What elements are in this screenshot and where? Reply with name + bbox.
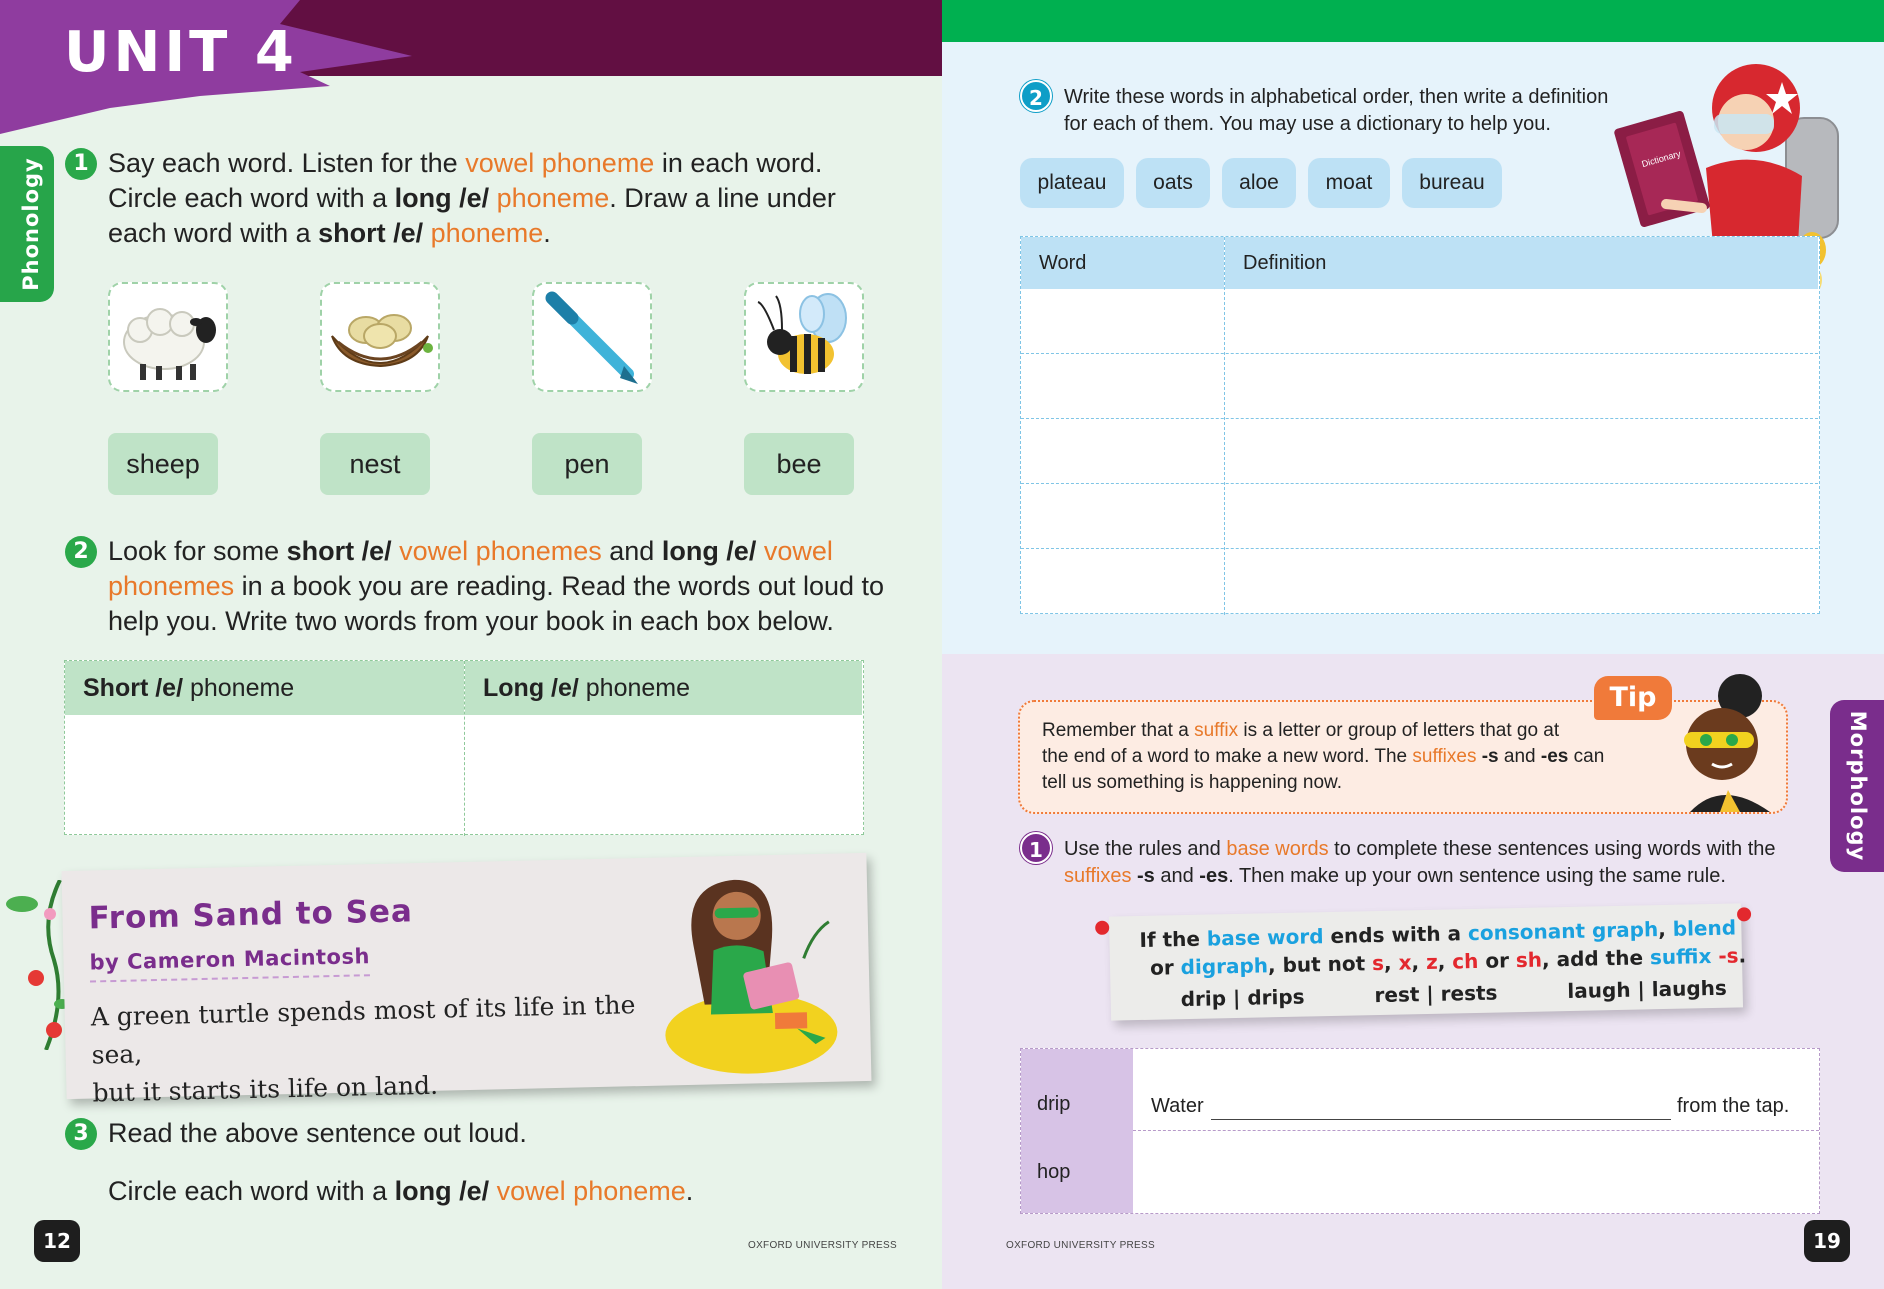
question-number-2-right: 2 <box>1020 80 1052 112</box>
short-e-answer-box[interactable] <box>69 721 459 831</box>
question-2-text: Look for some short /e/ vowel phonemes and long /e/ vowel phonemes in a book you are reading. Read the words out loud to help you. Write two words from your book in each box below. <box>108 536 885 636</box>
word-pill-aloe: aloe <box>1222 158 1296 208</box>
question-3-line-1: Read the above sentence out loud. <box>108 1118 527 1148</box>
sentence-row-divider <box>1133 1130 1819 1131</box>
word-chip-nest: nest <box>320 433 430 495</box>
publisher-right: OXFORD UNIVERSITY PRESS <box>1006 1240 1155 1251</box>
question-2-right-text: Write these words in alphabetical order, then write a definition for each of them. You may use a dictionary to help you. <box>1064 86 1609 135</box>
question-number-2: 2 <box>65 536 97 568</box>
publisher-left: OXFORD UNIVERSITY PRESS <box>748 1240 897 1251</box>
book-title: From Sand to Sea <box>88 893 414 937</box>
page-number-right: 19 <box>1804 1220 1850 1262</box>
rule-line-1: If the base word ends with a consonant graph, blend <box>1139 915 1737 952</box>
table-header-definition: Definition <box>1225 237 1818 289</box>
table-divider <box>464 661 465 836</box>
table-header-long-e: Long /e/ phoneme <box>465 661 862 715</box>
question-1-right-text: Use the rules and base words to complete these sentences using words with the suffixes -s and -es. Then make up your own sentence using the same rule. <box>1064 838 1776 887</box>
tip-badge: Tip <box>1594 676 1672 720</box>
suffix-rule-card <box>1109 903 1747 1020</box>
book-sentence: A green turtle spends most of its life in the sea, but it starts its life on land. <box>90 990 636 1108</box>
word-pill-bureau: bureau <box>1402 158 1502 208</box>
bee-icon <box>746 284 862 390</box>
girl-tip-icon <box>1670 672 1782 814</box>
page-number-left: 12 <box>34 1220 80 1262</box>
picture-card-sheep <box>108 282 228 392</box>
phonology-tab-label: Phonology <box>19 157 43 291</box>
rule-examples: drip | drips rest | rests laugh | laughs <box>1180 975 1728 1012</box>
question-number-1-right: 1 <box>1020 832 1052 864</box>
nest-icon <box>322 284 438 390</box>
word-pill-oats: oats <box>1136 158 1210 208</box>
unit-title: UNIT 4 <box>64 20 298 85</box>
sentence-1-start: Water <box>1151 1095 1204 1117</box>
pen-icon <box>534 284 650 390</box>
table-header-word: Word <box>1021 237 1224 289</box>
book-extract-card <box>62 853 872 1108</box>
picture-card-nest <box>320 282 440 392</box>
right-banner <box>942 0 1884 42</box>
question-number-1: 1 <box>65 148 97 180</box>
tip-text: Remember that a suffix is a letter or group of letters that go at the end of a word to make a new word. The suffixes -s and -es can tell us something is happening now. <box>1042 720 1605 793</box>
right-page <box>942 0 1884 1289</box>
sentence-table <box>1020 1048 1820 1214</box>
word-chip-sheep: sheep <box>108 433 218 495</box>
picture-card-bee <box>744 282 864 392</box>
sentence-1-blank[interactable] <box>1211 1119 1671 1120</box>
definition-table <box>1020 236 1820 614</box>
tip-box <box>1018 700 1788 814</box>
book-author: by Cameron Macintosh <box>89 944 370 982</box>
table-header-short-e: Short /e/ phoneme <box>65 661 464 715</box>
question-3-line-2: Circle each word with a long /e/ vowel phoneme. <box>108 1176 694 1206</box>
question-number-3: 3 <box>65 1118 97 1150</box>
long-e-answer-box[interactable] <box>469 721 859 831</box>
sentence-2-answer-area[interactable] <box>1139 1135 1815 1209</box>
base-word-drip: drip <box>1021 1049 1133 1131</box>
word-pill-moat: moat <box>1308 158 1390 208</box>
word-answer-cells[interactable] <box>1023 291 1221 611</box>
sentence-1-end: from the tap. <box>1677 1095 1790 1117</box>
vine-decoration <box>0 880 70 1050</box>
table-column-divider <box>1224 237 1225 615</box>
svg-text:Dictionary: Dictionary <box>1640 148 1682 170</box>
rule-line-2: or digraph, but not s, x, z, ch or sh, add the suffix -s. <box>1149 943 1747 980</box>
word-chip-pen: pen <box>532 433 642 495</box>
morphology-tab-label: Morphology <box>1846 710 1870 862</box>
phoneme-table <box>64 660 864 835</box>
picture-card-pen <box>532 282 652 392</box>
question-1-text: Say each word. Listen for the vowel phoneme in each word. Circle each word with a long /e/ phoneme. Draw a line under each word with a short /e/ phoneme. <box>108 148 836 248</box>
girl-reading-icon <box>652 861 857 1077</box>
word-chip-bee: bee <box>744 433 854 495</box>
word-pill-plateau: plateau <box>1020 158 1124 208</box>
base-word-hop: hop <box>1021 1131 1133 1213</box>
sheep-icon <box>110 284 226 390</box>
definition-answer-cells[interactable] <box>1227 291 1815 611</box>
